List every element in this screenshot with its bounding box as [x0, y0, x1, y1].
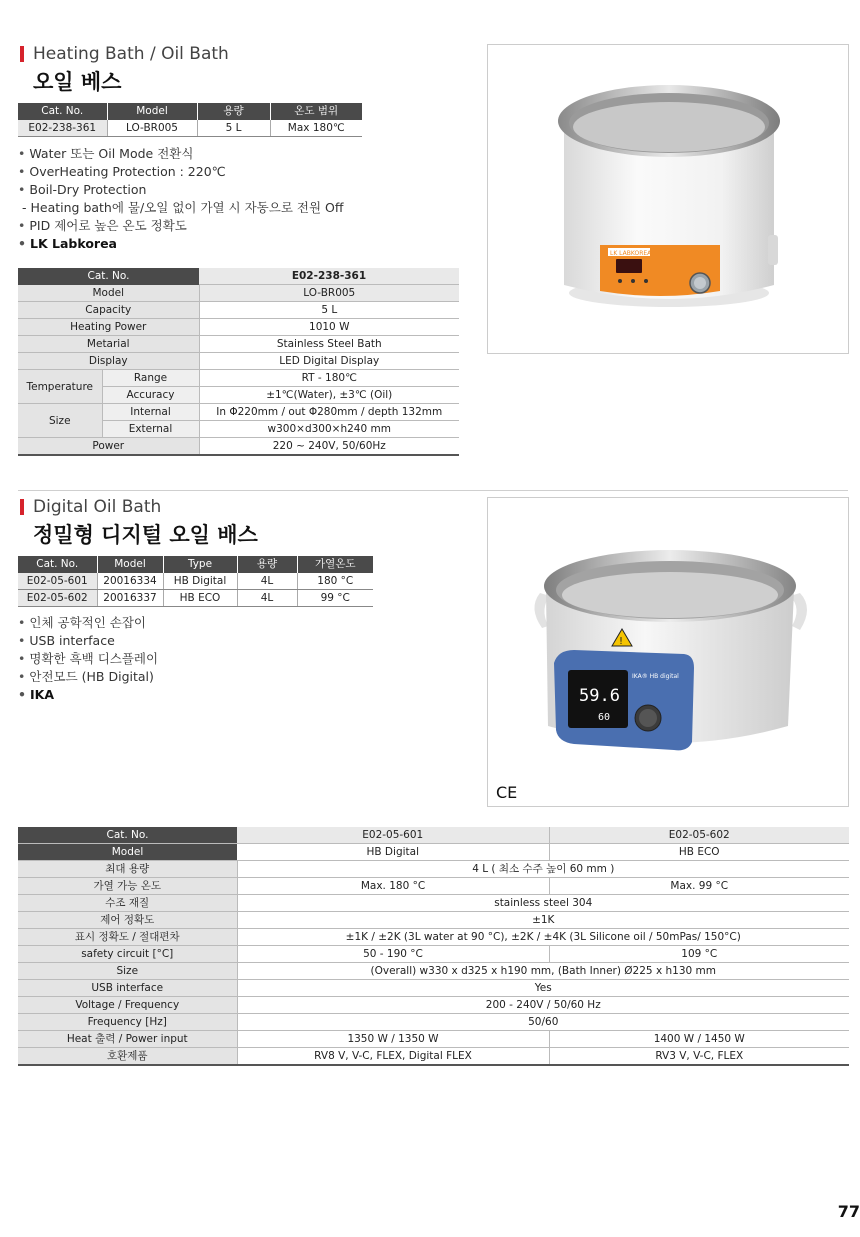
table-row — [18, 980, 849, 997]
table-row — [18, 997, 849, 1014]
spec-label: 호환제품 — [18, 1048, 237, 1066]
spec-label: Capacity — [18, 302, 199, 319]
table-row — [18, 1031, 849, 1048]
spec-value: LED Digital Display — [199, 353, 459, 370]
cell-type: HB ECO — [163, 589, 237, 606]
cell-cat-no: E02-05-601 — [18, 573, 97, 590]
list-item: • USB interface — [18, 632, 158, 650]
table-row — [18, 861, 849, 878]
header-capacity: 용량 — [237, 556, 297, 573]
spec-group-label: Temperature — [18, 370, 102, 404]
table-row — [18, 929, 849, 946]
brand-text: LK LABKOREA — [610, 250, 652, 257]
spec-value: LO-BR005 — [199, 285, 459, 302]
list-item-detail: - Heating bath에 물/오일 없이 가열 시 자동으로 전원 Off — [22, 200, 344, 215]
spec-value: Yes — [237, 980, 849, 997]
header-model: Model — [97, 556, 163, 573]
spec-sub-label: External — [102, 421, 199, 438]
table-row — [18, 963, 849, 980]
spec-label: Heating Power — [18, 319, 199, 336]
list-item: • PID 제어로 높은 온도 정확도 — [18, 217, 343, 235]
section1-feature-list — [18, 145, 343, 253]
table-row — [18, 319, 459, 336]
table-row — [18, 336, 459, 353]
table-row — [18, 878, 849, 895]
spec-label: Model — [18, 844, 237, 861]
cell-capacity: 5 L — [197, 120, 270, 137]
spec-value: RV8 V, V-C, FLEX, Digital FLEX — [237, 1048, 549, 1066]
spec-label: Metarial — [18, 336, 199, 353]
cell-cat-no: E02-05-602 — [18, 589, 97, 606]
brand-text: IKA® HB digital — [632, 673, 679, 680]
header-cat-no: Cat. No. — [18, 556, 97, 573]
table-row — [18, 895, 849, 912]
spec-value: 1010 W — [199, 319, 459, 336]
spec-value: (Overall) w330 x d325 x h190 mm, (Bath Inner) Ø225 x h130 mm — [237, 963, 849, 980]
spec-label: Power — [18, 438, 199, 456]
table-row — [18, 1014, 849, 1031]
section2-summary-table — [18, 556, 373, 607]
spec-value: In Φ220mm / out Φ280mm / depth 132mm — [199, 404, 459, 421]
cell-model: 20016337 — [97, 589, 163, 606]
header-temp-range: 온도 범위 — [270, 103, 362, 120]
spec-value: RV3 V, V-C, FLEX — [549, 1048, 849, 1066]
section2-spec-table — [18, 827, 849, 1066]
list-item: • Water 또는 Oil Mode 전환식 — [18, 145, 343, 163]
header-capacity: 용량 — [197, 103, 270, 120]
oil-bath-photo — [487, 44, 849, 354]
spec-value: 4 L ( 최소 수주 높이 60 mm ) — [237, 861, 849, 878]
spec-label: 수조 재질 — [18, 895, 237, 912]
spec-label: 최대 용량 — [18, 861, 237, 878]
spec-label: USB interface — [18, 980, 237, 997]
table-row — [18, 946, 849, 963]
cell-capacity: 4L — [237, 573, 297, 590]
spec-label: 가열 가능 온도 — [18, 878, 237, 895]
spec-label: Frequency [Hz] — [18, 1014, 237, 1031]
spec-cat-label: Cat. No. — [18, 268, 199, 285]
spec-value: ±1℃(Water), ±3℃ (Oil) — [199, 387, 459, 404]
page-number: 77 — [837, 1202, 860, 1221]
table-row — [18, 302, 459, 319]
cell-heating-temp: 99 °C — [297, 589, 373, 606]
table-row — [18, 120, 362, 137]
table-row — [18, 438, 459, 456]
spec-value: HB Digital — [237, 844, 549, 861]
table-row — [18, 353, 459, 370]
table-row — [18, 912, 849, 929]
header-cat-no: Cat. No. — [18, 103, 107, 120]
display-main: 59.6 — [579, 686, 620, 706]
spec-value: 50 - 190 °C — [237, 946, 549, 963]
section2-feature-list — [18, 614, 158, 704]
spec-value: 220 ~ 240V, 50/60Hz — [199, 438, 459, 456]
table-row — [18, 1048, 849, 1066]
section1-title — [20, 44, 229, 64]
cell-heating-temp: 180 °C — [297, 573, 373, 590]
spec-value: 200 - 240V / 50/60 Hz — [237, 997, 849, 1014]
brand-label: • IKA — [18, 686, 158, 704]
section1-spec-table — [18, 268, 459, 456]
spec-cat-602: E02-05-602 — [549, 827, 849, 844]
spec-value: Stainless Steel Bath — [199, 336, 459, 353]
title-accent-bar — [20, 499, 24, 515]
ce-mark: CE — [496, 783, 518, 802]
section-divider — [18, 490, 848, 491]
table-row — [18, 285, 459, 302]
section1-summary-table — [18, 103, 362, 137]
spec-cat-label: Cat. No. — [18, 827, 237, 844]
section1-title-ko: 오일 베스 — [33, 70, 122, 94]
spec-value: 1350 W / 1350 W — [237, 1031, 549, 1048]
section2-title — [20, 497, 161, 517]
spec-label: Model — [18, 285, 199, 302]
spec-label: 표시 정확도 / 절대편차 — [18, 929, 237, 946]
cell-cat-no: E02-238-361 — [18, 120, 107, 137]
spec-cat-value: E02-238-361 — [199, 268, 459, 285]
cell-model: LO-BR005 — [107, 120, 197, 137]
table-row — [18, 370, 459, 387]
spec-value: Max. 180 °C — [237, 878, 549, 895]
spec-label: Heat 출력 / Power input — [18, 1031, 237, 1048]
list-item: • Boil-Dry Protection — [18, 181, 343, 199]
spec-value: Max. 99 °C — [549, 878, 849, 895]
spec-sub-label: Accuracy — [102, 387, 199, 404]
spec-value: stainless steel 304 — [237, 895, 849, 912]
spec-group-label: Size — [18, 404, 102, 438]
spec-value: 1400 W / 1450 W — [549, 1031, 849, 1048]
cell-temp-range: Max 180℃ — [270, 120, 362, 137]
table-row — [18, 589, 373, 606]
spec-label: Display — [18, 353, 199, 370]
spec-cat-601: E02-05-601 — [237, 827, 549, 844]
spec-value: RT - 180℃ — [199, 370, 459, 387]
header-type: Type — [163, 556, 237, 573]
section2-title-ko: 정밀형 디지털 오일 배스 — [33, 523, 258, 547]
brand-label: • LK Labkorea — [18, 235, 343, 253]
spec-label: safety circuit [°C] — [18, 946, 237, 963]
digital-oil-bath-illustration — [488, 498, 848, 806]
spec-value: 5 L — [199, 302, 459, 319]
spec-value: w300×d300×h240 mm — [199, 421, 459, 438]
cell-type: HB Digital — [163, 573, 237, 590]
spec-value: ±1K — [237, 912, 849, 929]
oil-bath-illustration — [488, 45, 848, 353]
spec-label: Size — [18, 963, 237, 980]
list-item: • 안전모드 (HB Digital) — [18, 668, 158, 686]
spec-sub-label: Range — [102, 370, 199, 387]
digital-oil-bath-photo — [487, 497, 849, 807]
section2-title-en: Digital Oil Bath — [33, 497, 162, 517]
spec-value: ±1K / ±2K (3L water at 90 °C), ±2K / ±4K (3L Silicone oil / 50mPas/ 150°C) — [237, 929, 849, 946]
header-model: Model — [107, 103, 197, 120]
list-item: • 인체 공학적인 손잡이 — [18, 614, 158, 632]
cell-capacity: 4L — [237, 589, 297, 606]
spec-value: HB ECO — [549, 844, 849, 861]
spec-value: 109 °C — [549, 946, 849, 963]
spec-label: Voltage / Frequency — [18, 997, 237, 1014]
table-row — [18, 404, 459, 421]
table-row — [18, 573, 373, 590]
title-accent-bar — [20, 46, 24, 62]
cell-model: 20016334 — [97, 573, 163, 590]
list-item: • 명확한 흑백 디스플레이 — [18, 650, 158, 668]
section1-title-en: Heating Bath / Oil Bath — [33, 44, 229, 64]
display-sub: 60 — [598, 712, 611, 723]
list-item: • OverHeating Protection : 220℃ — [18, 163, 343, 181]
spec-value: 50/60 — [237, 1014, 849, 1031]
header-heating-temp: 가열온도 — [297, 556, 373, 573]
table-row — [18, 844, 849, 861]
spec-label: 제어 정확도 — [18, 912, 237, 929]
spec-sub-label: Internal — [102, 404, 199, 421]
svg-text:!: ! — [619, 636, 624, 647]
